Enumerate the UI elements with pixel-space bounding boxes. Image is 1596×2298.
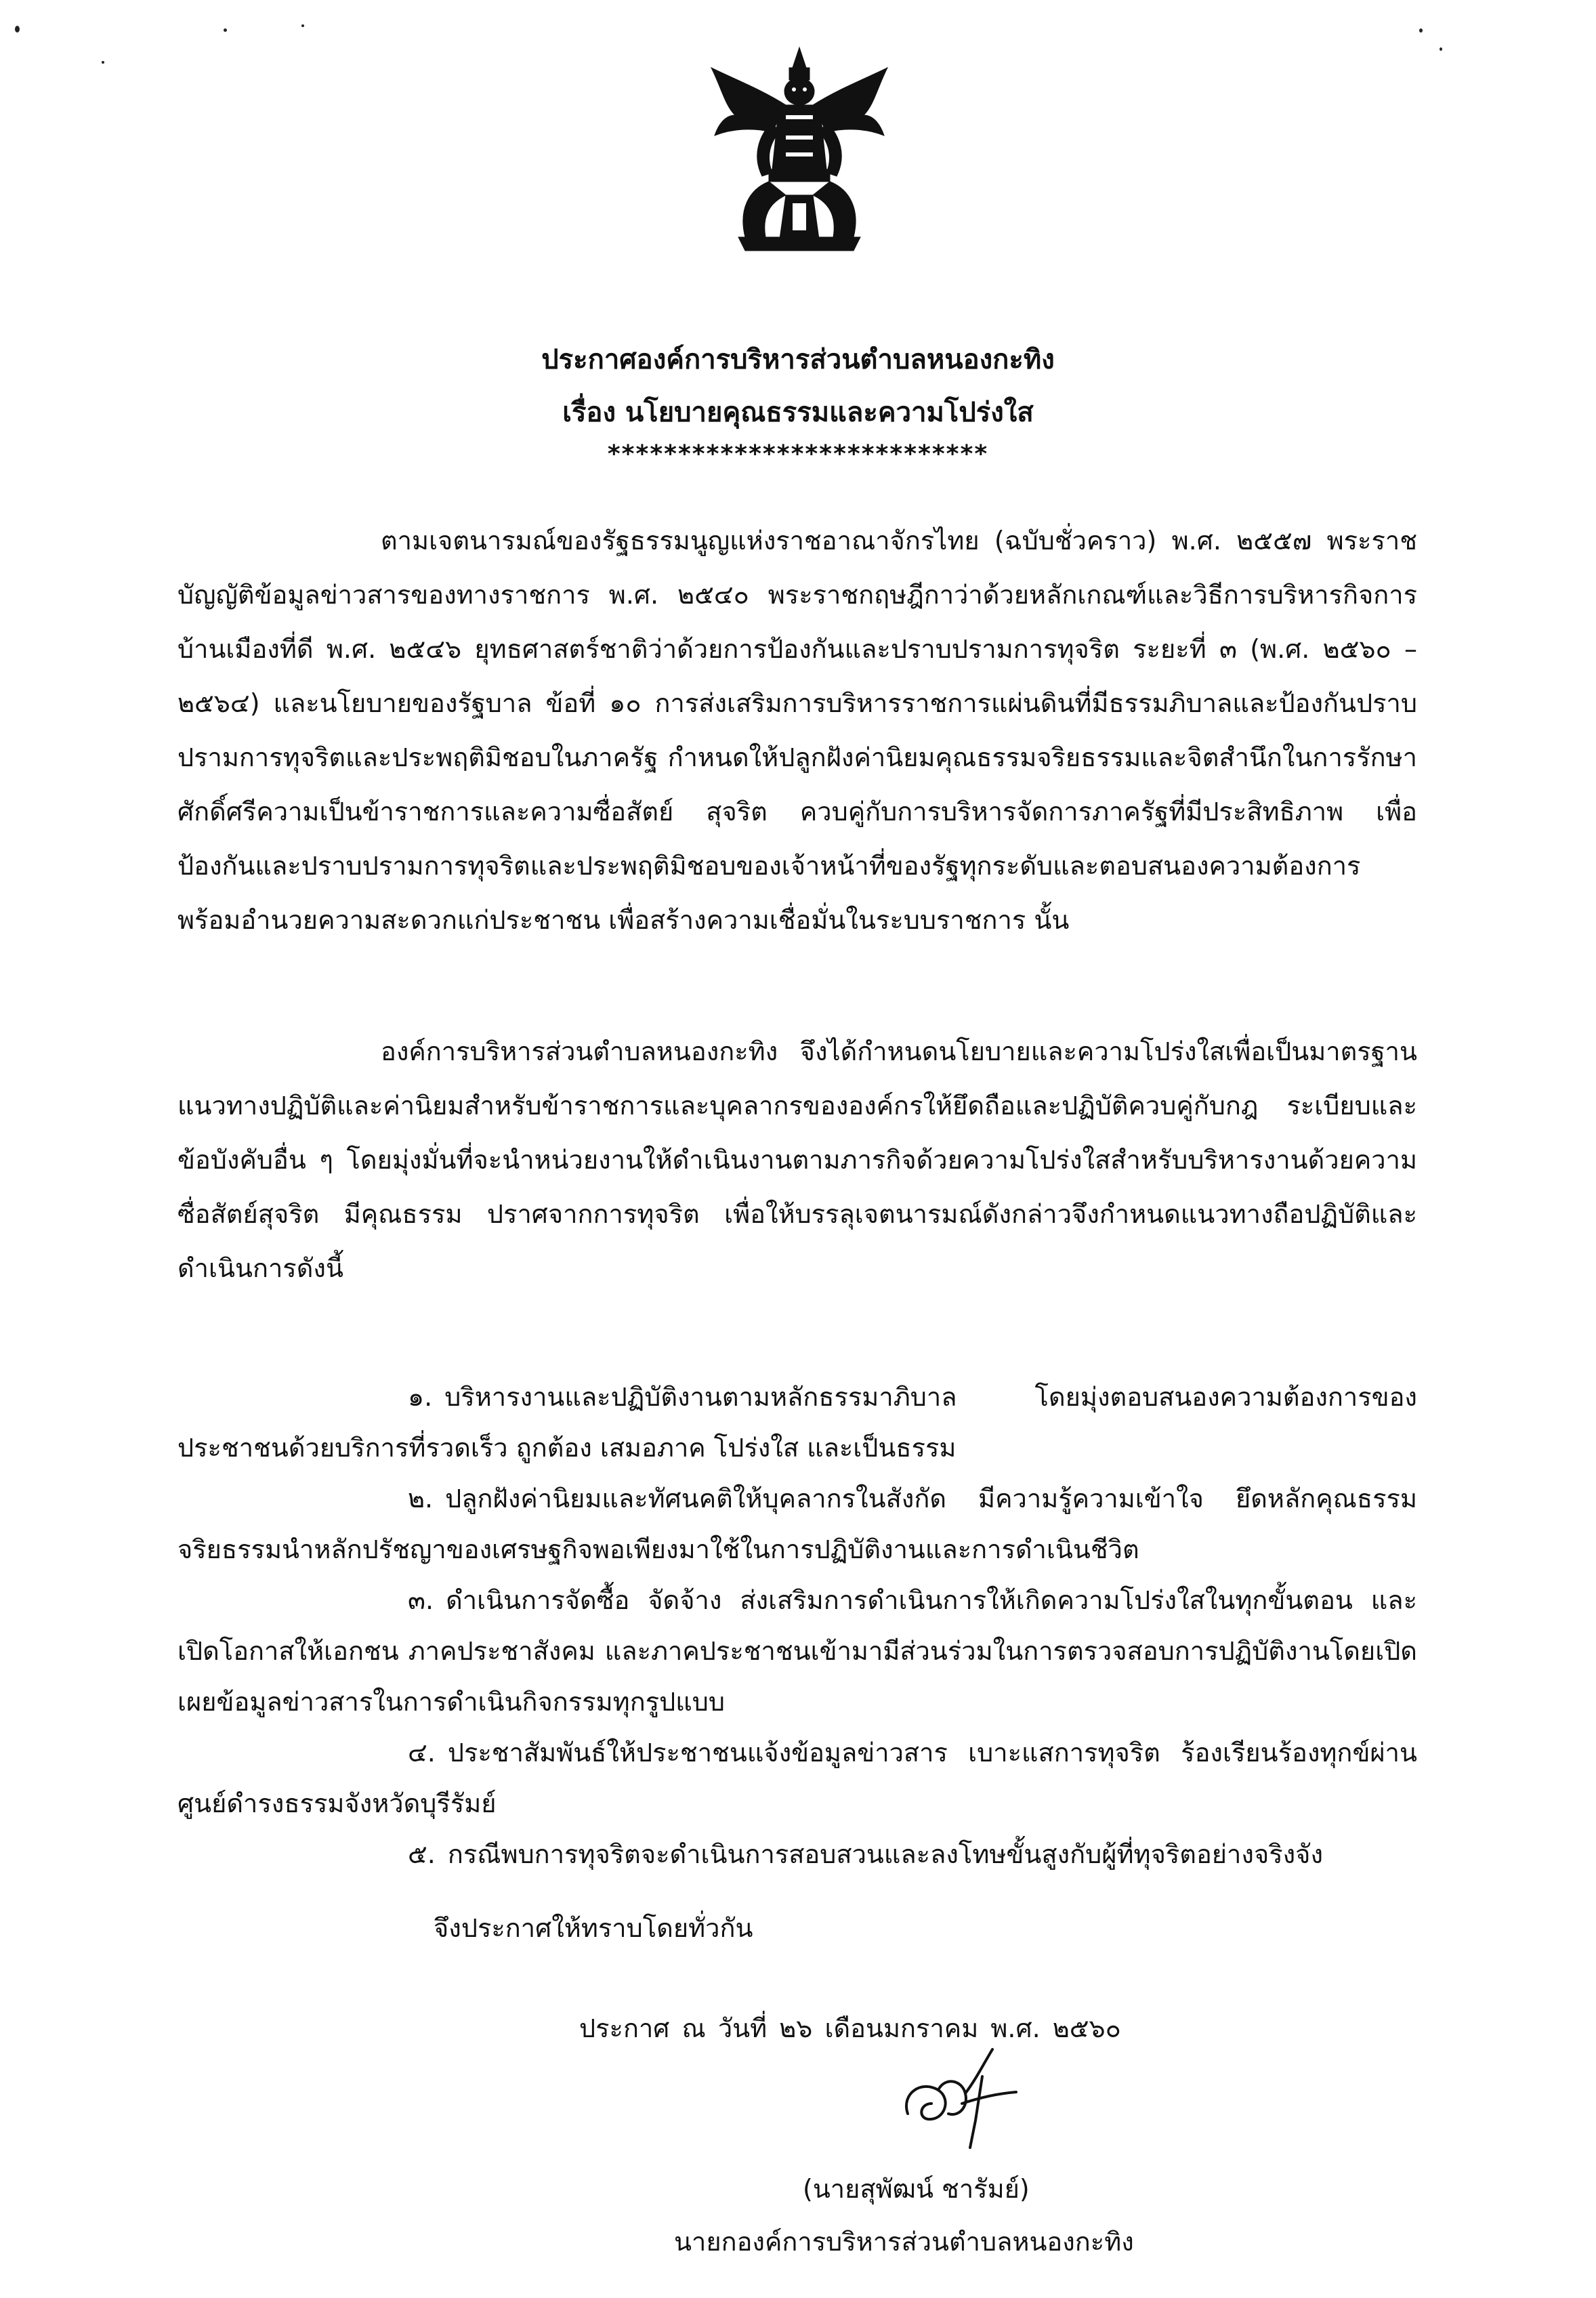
policy-item-text: กรณีพบการทุจริตจะดำเนินการสอบสวนและลงโทษขั้นสูงกับผู้ที่ทุจริตอย่างจริงจัง bbox=[447, 1839, 1323, 1869]
scan-speck bbox=[224, 28, 227, 32]
title-separator: *************************** bbox=[607, 440, 989, 468]
policy-item-text: บริหารงานและปฏิบัติงานตามหลักธรรมาภิบาล โดยมุ่งตอบสนองความต้องการของประชาชนด้วยบริการที่รวดเร็ว ถูกต้อง เสมอภาค โปร่งใส และเป็นธรรม bbox=[177, 1382, 1417, 1463]
policy-item-number: ๒. bbox=[408, 1484, 434, 1513]
policy-item-number: ๔. bbox=[408, 1738, 436, 1768]
body-paragraph-2: องค์การบริหารส่วนตำบลหนองกะทิง จึงได้กำหนดนโยบายและความโปร่งใสเพื่อเป็นมาตรฐาน แนวทางปฏิบัติและค่านิยมสำหรับข้าราชการและบุคลากรขององค์กรให้ยึดถือและปฏิบัติควบคู่กับกฎ ระเบียบและข้อบังคับอื่น ๆ โดยมุ่งมั่นที่จะนำหน่วยงานให้ดำเนินงานตามภารกิจด้วยความโปร่งใสสำหรับบริหารงานด้วยความซื่อสัตย์สุจริต มีคุณธรรม ปราศจากการทุจริต เพื่อให้บรรลุเจตนารมณ์ดังกล่าวจึงกำหนดแนวทางถือปฏิบัติและดำเนินการดังนี้ bbox=[177, 1037, 1417, 1283]
policy-item-text: ปลูกฝังค่านิยมและทัศนคติให้บุคลากรในสังกัด มีความรู้ความเข้าใจ ยึดหลักคุณธรรม จริยธรรมนำหลักปรัชญาของเศรษฐกิจพอเพียงมาใช้ในการปฏิบัติงานและการดำเนินชีวิต bbox=[177, 1484, 1417, 1564]
handwritten-signature-icon bbox=[881, 2039, 1030, 2154]
policy-item-number: ๑. bbox=[408, 1382, 433, 1412]
policy-item-number: ๓. bbox=[408, 1585, 434, 1615]
policy-item-2 bbox=[177, 1474, 1417, 1575]
policy-item-3 bbox=[177, 1575, 1417, 1728]
scan-speck bbox=[301, 24, 304, 27]
announcement-title: ประกาศองค์การบริหารส่วนตำบลหนองกะทิง bbox=[541, 344, 1055, 375]
policy-item-1 bbox=[177, 1372, 1417, 1474]
scan-speck bbox=[102, 61, 104, 64]
signer-name: (นายสุพัฒน์ ชารัมย์) bbox=[803, 2174, 1030, 2204]
policy-item-4 bbox=[177, 1728, 1417, 1829]
scan-speck bbox=[15, 26, 20, 33]
scan-speck bbox=[1419, 28, 1423, 33]
body-paragraph-1: ตามเจตนารมณ์ของรัฐธรรมนูญแห่งราชอาณาจักรไทย (ฉบับชั่วคราว) พ.ศ. ๒๕๕๗ พระราชบัญญัติข้อมูลข่าวสารของทางราชการ พ.ศ. ๒๕๔๐ พระราชกฤษฎีกาว่าด้วยหลักเกณฑ์และวิธีการบริหารกิจการบ้านเมืองที่ดี พ.ศ. ๒๕๔๖ ยุทธศาสตร์ชาติว่าด้วยการป้องกันและปราบปรามการทุจริต ระยะที่ ๓ (พ.ศ. ๒๕๖๐ – ๒๕๖๔) และนโยบายของรัฐบาล ข้อที่ ๑๐ การส่งเสริมการบริหารราชการแผ่นดินที่มีธรรมภิบาลและป้องกันปราบปรามการทุจริตและประพฤติมิชอบในภาครัฐ กำหนดให้ปลูกฝังค่านิยมคุณธรรมจริยธรรมและจิตสำนึกในการรักษาศักดิ์ศรีความเป็นข้าราชการและความซื่อสัตย์ สุจริต ควบคู่กับการบริหารจัดการภาครัฐที่มีประสิทธิภาพ เพื่อป้องกันและปราบปรามการทุจริตและประพฤติมิชอบของเจ้าหน้าที่ของรัฐทุกระดับและตอบสนองความต้องการพร้อมอำนวยความสะดวกแก่ประชาชน เพื่อสร้างความเชื่อมั่นในระบบราชการ นั้น bbox=[177, 526, 1417, 935]
announcement-subject: เรื่อง นโยบายคุณธรรมและความโปร่งใส bbox=[562, 397, 1034, 428]
scan-speck bbox=[1440, 47, 1442, 51]
policy-item-5 bbox=[177, 1829, 1417, 1880]
policy-item-text: ประชาสัมพันธ์ให้ประชาชนแจ้งข้อมูลข่าวสาร เบาะแสการทุจริต ร้องเรียนร้องทุกข์ผ่านศูนย์ดำรงธรรมจังหวัดบุรีรัมย์ bbox=[177, 1738, 1417, 1818]
signer-title: นายกองค์การบริหารส่วนตำบลหนองกะทิง bbox=[674, 2227, 1134, 2257]
policy-item-number: ๕. bbox=[408, 1839, 436, 1869]
policy-item-text: ดำเนินการจัดซื้อ จัดจ้าง ส่งเสริมการดำเนินการให้เกิดความโปร่งใสในทุกขั้นตอน และเปิดโอกาสให้เอกชน ภาคประชาสังคม และภาคประชาชนเข้ามามีส่วนร่วมในการตรวจสอบการปฏิบัติงานโดยเปิดเผยข้อมูลข่าวสารในการดำเนินกิจกรรมทุกรูปแบบ bbox=[177, 1585, 1417, 1717]
garuda-emblem-icon bbox=[684, 41, 915, 271]
closing-announcement: จึงประกาศให้ทราบโดยทั่วกัน bbox=[434, 1913, 753, 1943]
announcement-date: ประกาศ ณ วันที่ ๒๖ เดือนมกราคม พ.ศ. ๒๕๖๐ bbox=[579, 2013, 1121, 2043]
